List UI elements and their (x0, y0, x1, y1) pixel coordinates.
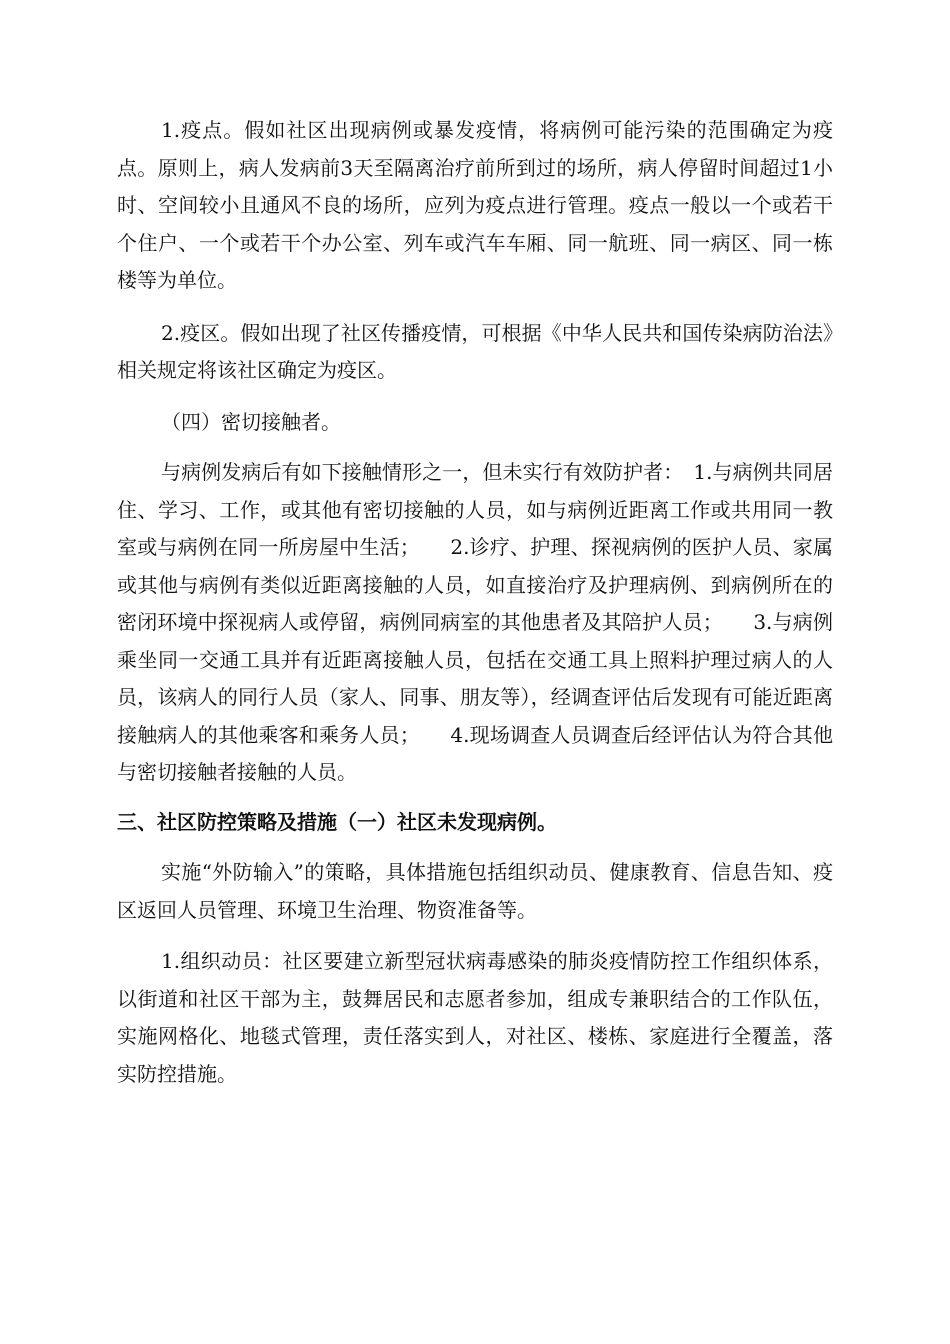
paragraph-epidemic-area: 2.疫区。假如出现了社区传播疫情，可根据《中华人民共和国传染病防治法》相关规定将该社区确定为疫区。 (117, 320, 833, 382)
document-body (117, 112, 833, 1093)
paragraph-organization-mobilization: 1.组织动员：社区要建立新型冠状病毒感染的肺炎疫情防控工作组织体系，以街道和社区干部为主，鼓舞居民和志愿者参加，组成专兼职结合的工作队伍，实施网格化、地毯式管理，责任落实到人，对社区、楼栋、家庭进行全覆盖，落实防控措施。 (117, 949, 833, 1086)
paragraph-external-prevention-strategy: 实施“外防输入”的策略，具体措施包括组织动员、健康教育、信息告知、疫区返回人员管理、环境卫生治理、物资准备等。 (117, 860, 833, 922)
paragraph-close-contacts-definition: 与病例发病后有如下接触情形之一，但未实行有效防护者： 1.与病例共同居住、学习、工作，或其他有密切接触的人员，如与病例近距离工作或共用同一教室或与病例在同一所房屋中生活； 2.诊疗、护理、探视病例的医护人员、家属或其他与病例有类似近距离接触的人员，如直接治疗及护理病例、到病例所在的密闭环境中探视病人或停留，病例同病室的其他患者及其陪护人员； 3.与病例乘坐同一交通工具并有近距离接触人员，包括在交通工具上照料护理过病人的人员，该病人的同行人员（家人、同事、朋友等），经调查评估后发现有可能近距离接触病人的其他乘客和乘务人员； 4.现场调查人员调查后经评估认为符合其他与密切接触者接触的人员。 (117, 460, 833, 784)
subheading-close-contacts: （四）密切接触者。 (161, 409, 341, 434)
paragraph-epidemic-point: 1.疫点。假如社区出现病例或暴发疫情，将病例可能污染的范围确定为疫点。原则上，病人发病前3天至隔离治疗前所到过的场所，病人停留时间超过1小时、空间较小且通风不良的场所，应列为疫点进行管理。疫点一般以一个或若干个住户、一个或若干个办公室、列车或汽车车厢、同一航班、同一病区、同一栋楼等为单位。 (117, 118, 833, 292)
section-heading-community-prevention: 三、社区防控策略及措施（一）社区未发现病例。 (117, 809, 557, 834)
